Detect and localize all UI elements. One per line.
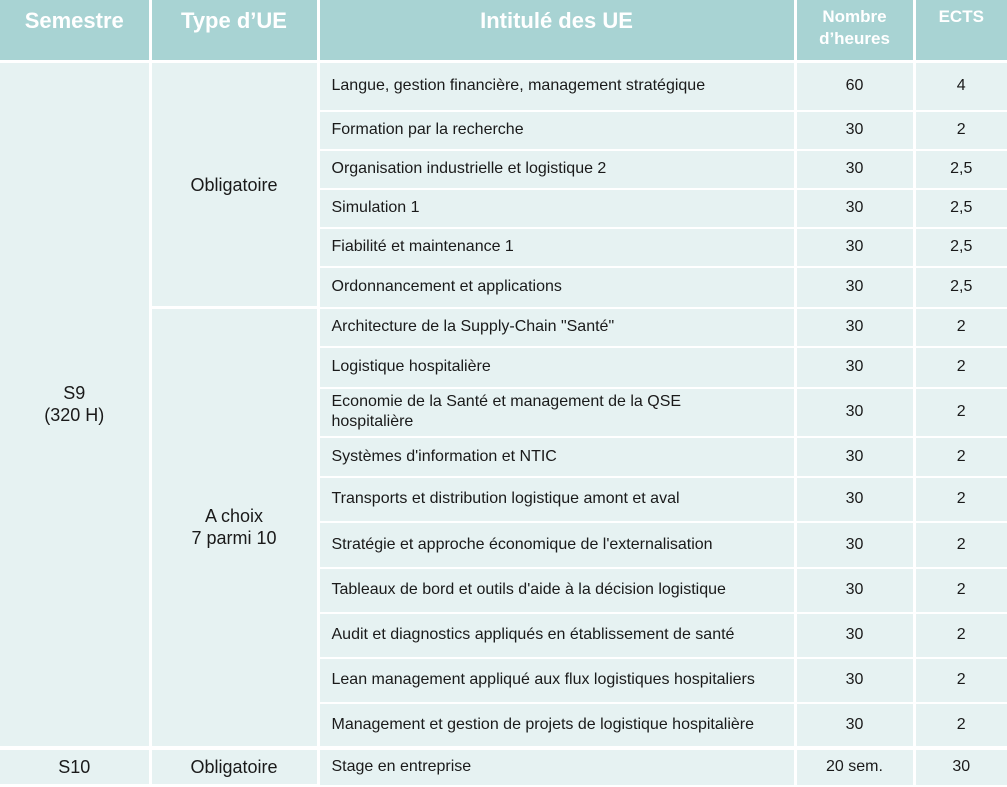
table-row — [0, 308, 1007, 347]
ue-ects: 2 — [914, 437, 1007, 477]
ue-ects: 2 — [914, 347, 1007, 388]
semestre-s10: S10 — [0, 748, 150, 786]
ue-hours: 60 — [795, 62, 914, 111]
ue-title: Tableaux de bord et outils d'aide à la décision logistique — [318, 568, 795, 613]
ue-title: Logistique hospitalière — [318, 347, 795, 388]
ue-hours: 30 — [795, 568, 914, 613]
ue-ects: 2 — [914, 308, 1007, 347]
ue-ects: 2 — [914, 522, 1007, 568]
ue-title: Organisation industrielle et logistique 2 — [318, 150, 795, 189]
type-obligatoire: Obligatoire — [150, 62, 318, 308]
ue-ects: 2,5 — [914, 189, 1007, 228]
ue-title: Fiabilité et maintenance 1 — [318, 228, 795, 267]
ue-ects: 2,5 — [914, 228, 1007, 267]
ue-title: Economie de la Santé et management de la QSE hospitalière — [318, 388, 795, 437]
ue-title: Transports et distribution logistique amont et aval — [318, 477, 795, 522]
header-ects: ECTS — [914, 0, 1007, 62]
ue-hours: 20 sem. — [795, 748, 914, 786]
ue-hours: 30 — [795, 477, 914, 522]
ue-ects: 2 — [914, 388, 1007, 437]
ue-hours: 30 — [795, 189, 914, 228]
ue-title: Management et gestion de projets de logistique hospitalière — [318, 703, 795, 748]
ue-hours: 30 — [795, 267, 914, 308]
header-intitule: Intitulé des UE — [318, 0, 795, 62]
ue-title: Formation par la recherche — [318, 111, 795, 150]
ue-title: Stage en entreprise — [318, 748, 795, 786]
ue-hours: 30 — [795, 522, 914, 568]
table-row-s10 — [0, 748, 1007, 786]
ue-hours: 30 — [795, 308, 914, 347]
header-row — [0, 0, 1007, 62]
table-row — [0, 62, 1007, 111]
ue-title: Langue, gestion financière, management stratégique — [318, 62, 795, 111]
ue-ects: 2 — [914, 613, 1007, 658]
ue-ects: 2 — [914, 111, 1007, 150]
ue-ects: 2 — [914, 703, 1007, 748]
ue-title: Systèmes d'information et NTIC — [318, 437, 795, 477]
semestre-s9: S9 (320 H) — [0, 62, 150, 748]
ue-ects: 2 — [914, 658, 1007, 703]
ue-hours: 30 — [795, 703, 914, 748]
ue-hours: 30 — [795, 437, 914, 477]
header-type: Type d’UE — [150, 0, 318, 62]
ue-title: Lean management appliqué aux flux logistiques hospitaliers — [318, 658, 795, 703]
ue-hours: 30 — [795, 111, 914, 150]
ue-ects: 2,5 — [914, 267, 1007, 308]
type-obligatoire-s10: Obligatoire — [150, 748, 318, 786]
ue-ects: 2 — [914, 568, 1007, 613]
ue-hours: 30 — [795, 228, 914, 267]
type-a-choix: A choix 7 parmi 10 — [150, 308, 318, 748]
ue-title: Architecture de la Supply-Chain "Santé" — [318, 308, 795, 347]
ue-hours: 30 — [795, 150, 914, 189]
ue-ects: 2,5 — [914, 150, 1007, 189]
header-semestre: Semestre — [0, 0, 150, 62]
ue-ects: 30 — [914, 748, 1007, 786]
ue-ects: 2 — [914, 477, 1007, 522]
header-heures: Nombre d’heures — [795, 0, 914, 62]
ue-hours: 30 — [795, 613, 914, 658]
ue-title: Stratégie et approche économique de l'externalisation — [318, 522, 795, 568]
ue-title: Ordonnancement et applications — [318, 267, 795, 308]
ue-ects: 4 — [914, 62, 1007, 111]
ue-title: Audit et diagnostics appliqués en établissement de santé — [318, 613, 795, 658]
ue-hours: 30 — [795, 658, 914, 703]
ue-hours: 30 — [795, 347, 914, 388]
ue-title: Simulation 1 — [318, 189, 795, 228]
ue-hours: 30 — [795, 388, 914, 437]
